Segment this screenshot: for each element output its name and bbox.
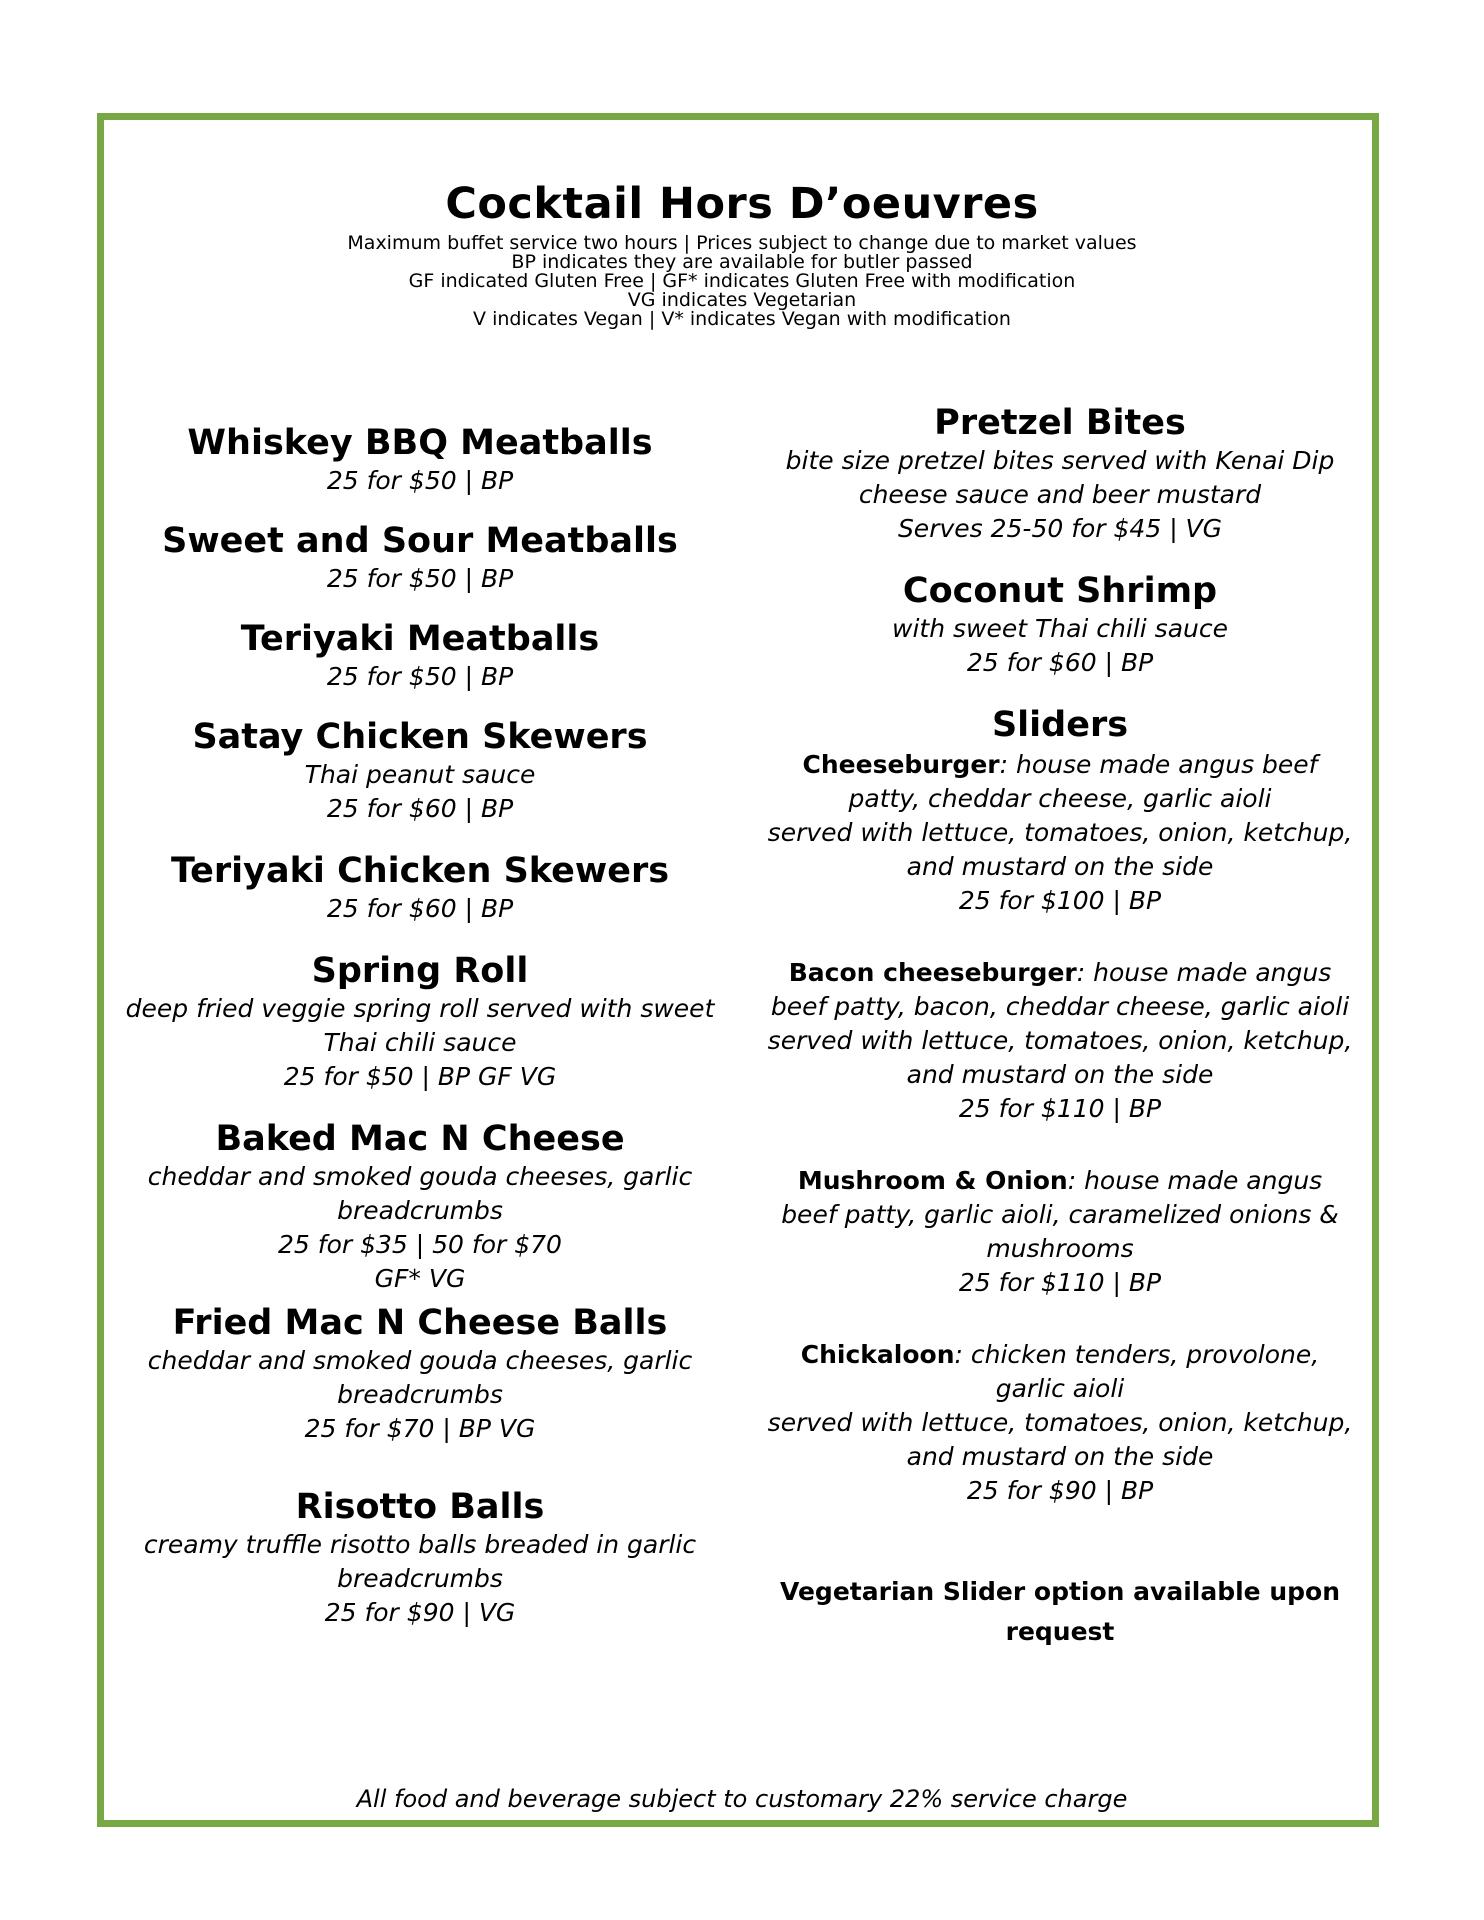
menu-item-description: deep fried veggie spring roll served with sweet	[125, 994, 715, 1023]
slider-description: and mustard on the side	[906, 852, 1214, 881]
menu-item-description: Thai chili sauce	[323, 1028, 517, 1057]
menu-item-price: 25 for $35 | 50 for $70	[278, 1230, 562, 1259]
menu-header	[100, 176, 1384, 329]
slider-description: and mustard on the side	[906, 1442, 1214, 1471]
menu-item-price: 25 for $50 | BP	[326, 662, 514, 691]
menu-item-name: Teriyaki Meatballs	[240, 619, 600, 659]
menu-item-description: bite size pretzel bites served with Kenai Dip	[785, 446, 1335, 475]
slider-description: garlic aioli	[995, 1374, 1125, 1403]
right-menu-column	[760, 402, 1360, 1652]
menu-item-description: creamy truffle risotto balls breaded in garlic	[143, 1530, 697, 1559]
menu-item-price: 25 for $60 | BP	[326, 794, 514, 823]
page-title: Cocktail Hors D’oeuvres	[445, 179, 1039, 229]
slider-description: : house made angus beef	[999, 750, 1318, 779]
vegetarian-slider-note: Vegetarian Slider option available upon request	[780, 1577, 1341, 1646]
menu-item	[120, 1486, 720, 1630]
slider-description: served with lettuce, tomatoes, onion, ketchup,	[767, 1026, 1353, 1055]
menu-item-description: cheese sauce and beer mustard	[858, 480, 1262, 509]
legend-notes	[100, 234, 1384, 329]
service-charge-footer: All food and beverage subject to customary 22% service charge	[356, 1785, 1128, 1813]
menu-item-tags: GF* VG	[374, 1264, 466, 1293]
menu-item-price: 25 for $50 | BP	[326, 466, 514, 495]
menu-item	[120, 520, 720, 596]
slider-name: Mushroom & Onion	[797, 1166, 1068, 1195]
menu-item-price: 25 for $60 | BP	[326, 894, 514, 923]
menu-item-name: Baked Mac N Cheese	[215, 1119, 625, 1159]
slider-item	[760, 956, 1360, 1126]
menu-item-name: Sweet and Sour Meatballs	[162, 521, 678, 561]
menu-item	[120, 618, 720, 694]
slider-item	[760, 1164, 1360, 1300]
menu-item-name: Coconut Shrimp	[902, 571, 1218, 611]
menu-item	[120, 950, 720, 1094]
slider-description: : chicken tenders, provolone,	[954, 1340, 1320, 1369]
menu-item-description: breadcrumbs	[337, 1196, 503, 1225]
slider-description: : house made angus	[1067, 1166, 1323, 1195]
menu-item	[120, 1118, 720, 1296]
legend-note: V indicates Vegan | V* indicates Vegan with modification	[473, 308, 1011, 330]
slider-first-line	[760, 1338, 1360, 1372]
menu-item-name: Satay Chicken Skewers	[192, 717, 648, 757]
menu-item-name: Pretzel Bites	[934, 403, 1186, 443]
legend-note: Maximum buffet service two hours | Prices subject to change due to market values	[347, 232, 1137, 254]
sliders-heading: Sliders	[991, 705, 1129, 745]
slider-description: mushrooms	[986, 1234, 1134, 1263]
slider-first-line	[760, 1164, 1360, 1198]
menu-item	[760, 570, 1360, 680]
slider-description: served with lettuce, tomatoes, onion, ketchup,	[767, 1408, 1353, 1437]
menu-item-description: cheddar and smoked gouda cheeses, garlic	[147, 1162, 693, 1191]
menu-item-price: 25 for $60 | BP	[966, 648, 1154, 677]
slider-price: 25 for $110 | BP	[958, 1094, 1162, 1123]
slider-description: served with lettuce, tomatoes, onion, ketchup,	[767, 818, 1353, 847]
slider-price: 25 for $110 | BP	[958, 1268, 1162, 1297]
slider-description: : house made angus	[1076, 958, 1332, 987]
menu-item	[760, 402, 1360, 546]
menu-item-price: Serves 25-50 for $45 | VG	[897, 514, 1223, 543]
slider-name: Bacon cheeseburger	[788, 958, 1077, 987]
menu-item-description: Thai peanut sauce	[304, 760, 536, 789]
menu-item-price: 25 for $50 | BP	[326, 564, 514, 593]
slider-first-line	[760, 748, 1360, 782]
menu-item-description: with sweet Thai chili sauce	[892, 614, 1228, 643]
slider-item	[760, 748, 1360, 918]
slider-description: beef patty, bacon, cheddar cheese, garlic aioli	[770, 992, 1350, 1021]
slider-first-line	[760, 956, 1360, 990]
menu-item-price: 25 for $50 | BP GF VG	[283, 1062, 557, 1091]
menu-item-name: Teriyaki Chicken Skewers	[170, 851, 670, 891]
menu-item	[120, 850, 720, 926]
menu-item-name: Spring Roll	[311, 951, 529, 991]
slider-name: Cheeseburger	[802, 750, 1000, 779]
slider-description: patty, cheddar cheese, garlic aioli	[848, 784, 1272, 813]
menu-item-description: cheddar and smoked gouda cheeses, garlic	[147, 1346, 693, 1375]
sliders-section	[760, 704, 1360, 1652]
menu-item-price: 25 for $90 | VG	[324, 1598, 516, 1627]
legend-note: BP indicates they are available for butler passed	[511, 251, 973, 273]
menu-item	[120, 716, 720, 826]
left-menu-column	[120, 422, 720, 1630]
menu-item-name: Risotto Balls	[295, 1487, 545, 1527]
slider-price: 25 for $90 | BP	[966, 1476, 1154, 1505]
slider-price: 25 for $100 | BP	[958, 886, 1162, 915]
menu-item-price: 25 for $70 | BP VG	[304, 1414, 536, 1443]
slider-description: beef patty, garlic aioli, caramelized onions &	[781, 1200, 1339, 1229]
legend-note: GF indicated Gluten Free | GF* indicates Gluten Free with modification	[408, 270, 1076, 292]
menu-item-description: breadcrumbs	[337, 1564, 503, 1593]
legend-note: VG indicates Vegetarian	[627, 289, 857, 311]
menu-item-name: Whiskey BBQ Meatballs	[187, 423, 653, 463]
slider-description: and mustard on the side	[906, 1060, 1214, 1089]
slider-name: Chickaloon	[800, 1340, 955, 1369]
menu-item	[120, 1302, 720, 1446]
menu-item	[120, 422, 720, 498]
menu-item-description: breadcrumbs	[337, 1380, 503, 1409]
menu-item-name: Fried Mac N Cheese Balls	[172, 1303, 668, 1343]
slider-item	[760, 1338, 1360, 1508]
